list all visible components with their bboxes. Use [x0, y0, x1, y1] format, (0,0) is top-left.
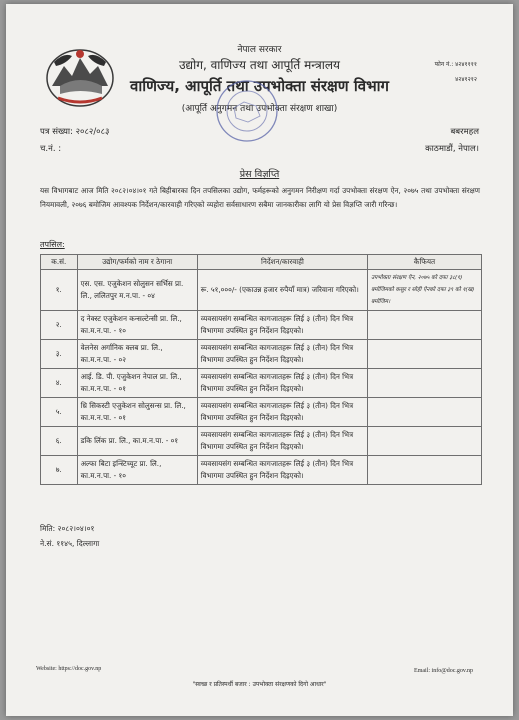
issue-date: मिति: २०८२।०४।०१ — [40, 524, 95, 533]
row-org: थ्रि सिकस्टी एजुकेशन सोलुसन्स प्रा. लि., का.म.न.पा. - ०१ — [77, 398, 197, 427]
row-sn: १. — [41, 270, 78, 311]
inspection-table — [40, 254, 482, 485]
row-org: अल्फा बिटा इन्स्टिच्यूट प्रा. लि., का.म.न.पा. - १० — [77, 456, 197, 485]
header-section: (आपूर्ति अनुगमन तथा उपभोक्ता संरक्षण शाखा) — [181, 104, 338, 114]
row-remark — [368, 398, 482, 427]
row-sn: ७. — [41, 456, 78, 485]
col-header-org: उद्योग/फर्मको नाम र ठेगाना — [77, 255, 197, 270]
row-sn: २. — [41, 311, 78, 340]
website-link[interactable]: Website: https://doc.gov.np — [36, 666, 102, 672]
row-action: व्यवसायसंग सम्बन्धित कागजातहरू लिई ३ (तीन) दिन भित्र विभागमा उपस्थित हुन निर्देशन दिइएको। — [197, 427, 367, 456]
table-header-row — [41, 255, 482, 270]
row-action: रू. ५१,०००/- (एकाउन्न हजार रुपैयाँ मात्र) जरिवाना गरिएको। — [197, 270, 367, 311]
row-org: आई. डि. पी. एजुकेशन नेपाल प्रा. लि., का.म.न.पा. - ०१ — [77, 369, 197, 398]
phone-number-1: फोन नं.: ४२४११११ — [434, 61, 477, 68]
row-remark — [368, 340, 482, 369]
document-page — [6, 4, 513, 716]
nepal-sambat-date: ने.सं. ११४५, दिल्लागा — [40, 539, 100, 548]
footer-motto: "स्वच्छ र प्रतिस्पर्धी बजार : उपभोक्ता संरक्षणको दिगो आधार" — [192, 681, 327, 688]
header-department: वाणिज्य, आपूर्ति तथा उपभोक्ता संरक्षण विभाग — [130, 77, 389, 95]
col-header-sn: क.सं. — [41, 255, 78, 270]
row-org: डकि लिंक प्रा. लि., का.म.न.पा. - ०१ — [77, 427, 197, 456]
row-remark — [368, 311, 482, 340]
table-row — [41, 369, 482, 398]
row-org: वेलनेस अर्गानिक क्लब प्रा. लि., का.म.न.पा. - ०२ — [77, 340, 197, 369]
phone-number-2: ४२४१२१२ — [455, 76, 477, 83]
row-remark — [368, 369, 482, 398]
office-city: काठमाडौं, नेपाल। — [425, 144, 479, 154]
col-header-action: निर्देशन/कारवाही — [197, 255, 367, 270]
dispatch-number: च.नं. : — [40, 144, 62, 154]
row-org: एस. एस. एजुकेशन सोलुसन सर्भिस प्रा. लि., ललितपुर म.न.पा. - ०४ — [77, 270, 197, 311]
letter-number: पत्र संख्या: २०८२/०८३ — [40, 127, 110, 137]
table-row — [41, 427, 482, 456]
row-action: व्यवसायसंग सम्बन्धित कागजातहरू लिई ३ (तीन) दिन भित्र विभागमा उपस्थित हुन निर्देशन दिइएको। — [197, 369, 367, 398]
notice-title: प्रेस विज्ञप्ति — [239, 169, 280, 180]
header-ministry: उद्योग, वाणिज्य तथा आपूर्ति मन्त्रालय — [178, 58, 340, 72]
table-row — [41, 270, 482, 311]
row-action: व्यवसायसंग सम्बन्धित कागजातहरू लिई ३ (तीन) दिन भित्र विभागमा उपस्थित हुन निर्देशन दिइएको। — [197, 456, 367, 485]
row-remark — [368, 427, 482, 456]
row-sn: ३. — [41, 340, 78, 369]
table-row — [41, 340, 482, 369]
table-row — [41, 311, 482, 340]
row-sn: ४. — [41, 369, 78, 398]
email-link[interactable]: Email: info@doc.gov.np — [414, 668, 473, 674]
table-row — [41, 398, 482, 427]
row-org: द नेक्स्ट एजुकेशन कन्सल्टेन्सी प्रा. लि., का.म.न.पा. - १० — [77, 311, 197, 340]
row-remark — [368, 456, 482, 485]
office-stamp-icon — [214, 78, 280, 144]
row-remark: उपभोक्ता संरक्षण ऐन, २०७५ को दफा ३८(१) बमोजिमको कसुर र सोही ऐनको दफा ३९ को १(ख) बमोजिम। — [368, 270, 482, 311]
office-location: बबरमहल — [450, 127, 479, 137]
table-row — [41, 456, 482, 485]
col-header-remark: कैफियत — [368, 255, 482, 270]
row-sn: ५. — [41, 398, 78, 427]
header-government: नेपाल सरकार — [237, 45, 282, 55]
row-action: व्यवसायसंग सम्बन्धित कागजातहरू लिई ३ (तीन) दिन भित्र विभागमा उपस्थित हुन निर्देशन दिइएको। — [197, 311, 367, 340]
row-action: व्यवसायसंग सम्बन्धित कागजातहरू लिई ३ (तीन) दिन भित्र विभागमा उपस्थित हुन निर्देशन दिइएको। — [197, 340, 367, 369]
list-label: तपसिल: — [40, 240, 65, 249]
row-sn: ६. — [41, 427, 78, 456]
row-action: व्यवसायसंग सम्बन्धित कागजातहरू लिई ३ (तीन) दिन भित्र विभागमा उपस्थित हुन निर्देशन दिइएको। — [197, 398, 367, 427]
notice-body: यस विभागबाट आज मिति २०८२।०४।०१ गते बिहीबारका दिन तपसिलका उद्योग, फर्महरूको अनुगमन निरीक्षण गर्दा उपभोक्ता संरक्षण ऐन, २०७५ तथा उपभोक्ता संरक्षण नियमावली, २०७६ बमोजिम आवश्यक निर्देशन/कारवाही गरिएको व्यहोरा सर्वसाधारण सबैमा जानकारीका लागि यो प्रेस विज्ञप्ति जारी गरिन्छ। — [40, 186, 480, 209]
